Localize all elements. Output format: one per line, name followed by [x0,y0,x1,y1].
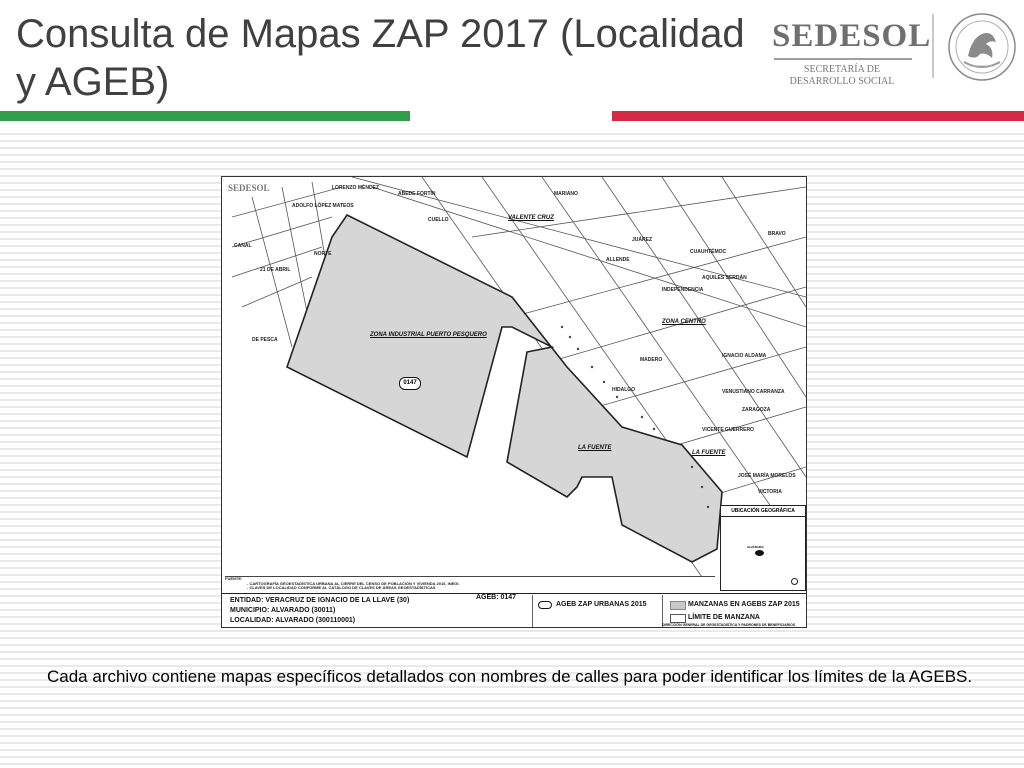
legend-divider [532,595,533,627]
street-label-morelos: JOSÉ MARÍA MORELOS [738,473,796,479]
street-label-allende: ALLENDE [606,257,630,263]
logo-subtitle [772,64,912,88]
legend-limite-swatch [670,614,686,623]
street-label-serdan: AQUILES SERDÁN [702,275,747,281]
street-label-victoria: VICTORIA [758,489,782,495]
street-label-carranza: VENUSTIANO CARRANZA [722,389,785,395]
mini-sedesol-logo: SEDESOL [228,183,270,193]
slide-caption: Cada archivo contiene mapas específicos detallados con nombres de calles para poder identificar los límites de la AGEBS. [47,667,973,686]
street-label-fortin: ABEDE FORTÍN [398,191,436,197]
street-label-canal: CANAL [234,243,252,249]
map-sources-note [225,576,715,592]
legend-manzanas: MANZANAS EN AGEBS ZAP 2015 [688,601,800,608]
legend-municipio: MUNICIPIO: ALVARADO (30011) [230,607,336,614]
ageb-number-badge: 0147 [399,377,421,390]
street-label-aldama: IGNACIO ALDAMA [722,353,767,359]
logo-divider-line [774,58,912,60]
logo-subtitle-line2: DESARROLLO SOCIAL [789,76,895,87]
legend-ageb-oval-symbol [538,601,552,609]
street-label-lopez: ADOLFO LÓPEZ MATEOS [292,203,354,209]
street-label-juarez: JUÁREZ [632,237,653,243]
street-label-cuello: CUELLO [428,217,449,223]
street-label-abril: 21 DE ABRIL [260,267,291,273]
fuente-label: FUENTE: [225,576,243,581]
legend-direccion: DIRECCIÓN GENERAL DE GEOESTADÍSTICA Y PADRONES DE BENEFICIARIOS [662,623,796,627]
street-label-pesca: DE PESCA [252,337,278,343]
map-legend [222,593,806,628]
fuente-line2: - CLAVES DE LOCALIDAD CONFORME AL CATÁLOGO DE CLAVES DE ÁREAS GEOESTADÍSTICAS [247,585,436,591]
inset-title: UBICACIÓN GEOGRÁFICA [721,506,805,517]
street-label-zaragoza: ZARAGOZA [742,407,771,413]
logo-subtitle-line1: SECRETARÍA DE [803,64,881,75]
street-label-cuauhtemoc: CUAUHTÉMOC [690,249,727,255]
logo-separator [932,14,934,78]
street-label-norte: NORTE [314,251,332,257]
street-label-bravo: BRAVO [768,231,786,237]
zone-industrial-label: ZONA INDUSTRIAL PUERTO PESQUERO [370,332,487,338]
ageb-map-image [221,176,807,628]
legend-entidad: ENTIDAD: VERACRUZ DE IGNACIO DE LA LLAVE (30) [230,597,410,604]
legend-limite: LÍMITE DE MANZANA [688,614,760,621]
street-label-independencia: INDEPENDENCIA [662,287,704,293]
slide-title: Consulta de Mapas ZAP 2017 (Localidad y AGEB) [16,12,745,104]
inset-locality-label: ALVARADO [747,545,764,549]
inset-location-marker [755,550,764,556]
street-label-mendez: LORENZO MÉNDEZ [332,185,379,191]
north-arrow-icon [791,578,798,585]
street-map-drawing [222,177,806,577]
green-accent-bar [0,111,410,121]
zone-fuente-street-label: LA FUENTE [692,450,726,456]
sedesol-logo [772,12,1012,92]
mexico-seal-icon [946,8,1018,86]
legend-manzanas-swatch [670,601,686,610]
zone-valente-label: VALENTE CRUZ [508,215,554,221]
zone-centro-label: ZONA CENTRO [662,319,706,325]
street-label-mariano: MARIANO [554,191,578,197]
location-inset-map [720,505,806,591]
red-accent-bar [612,111,1024,121]
legend-localidad: LOCALIDAD: ALVARADO (300110001) [230,617,356,624]
fuente-line1: - CARTOGRAFÍA GEOESTADÍSTICA URBANA AL CIERRE DEL CENSO DE POBLACIÓN Y VIVIENDA 2010, INEGI. [247,580,460,586]
street-label-vicente: VICENTE GUERRERO [702,427,754,433]
sedesol-logo-text: SEDESOL [772,18,932,54]
street-label-hidalgo: HIDALGO [612,387,636,393]
legend-ageb-zap: AGEB ZAP URBANAS 2015 [556,601,647,608]
street-label-madero: MADERO [640,357,663,363]
legend-ageb: AGEB: 0147 [476,594,517,601]
zone-fuente-area-label: LA FUENTE [578,445,612,451]
